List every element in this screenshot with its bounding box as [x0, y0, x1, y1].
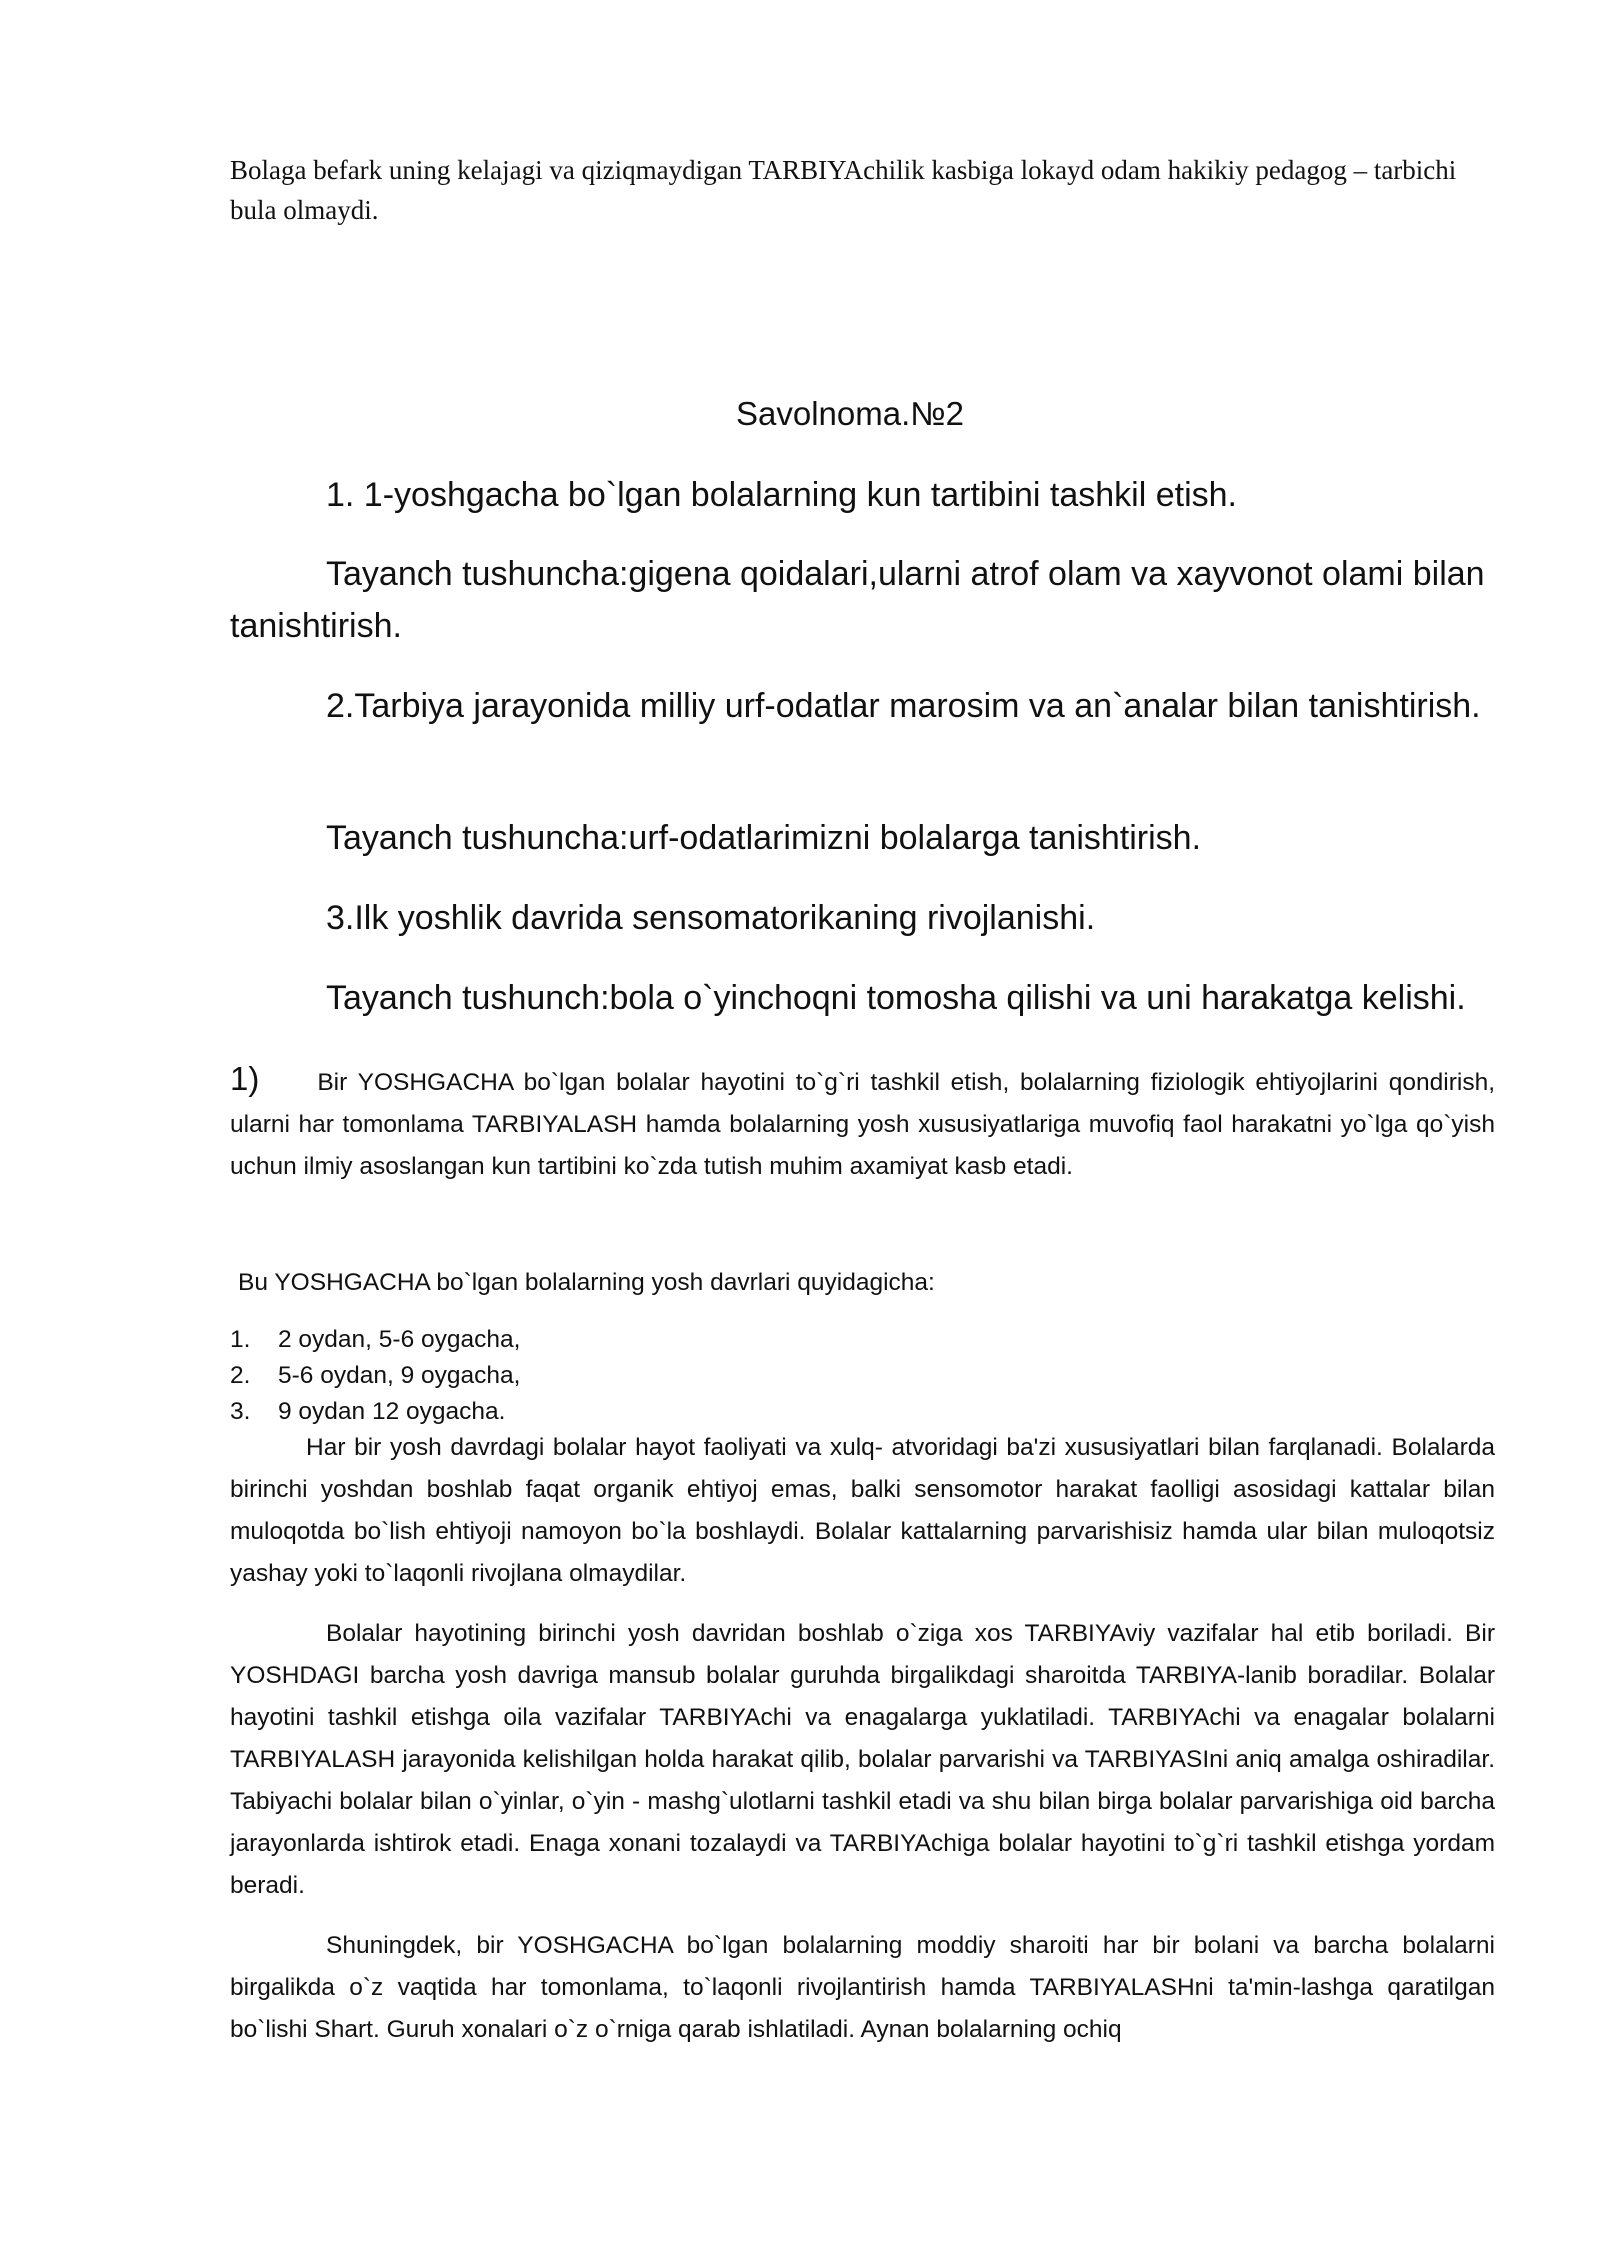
- list-item: 3. 9 oydan 12 oygacha.: [230, 1398, 506, 1425]
- question-1: 1. 1-yoshgacha bo`lgan bolalarning kun tartibini tashkil etish.: [326, 476, 1237, 514]
- answer-1-text: Bir YOSHGACHA bo`lgan bolalar hayotini to`g`ri tashkil etish, bolalarning fiziologik ehtiyojlarini qondirish, ularni har tomonlama TARBIYALASH hamda bolalarning yosh xususiyatlariga muvofiq faol harakatni yo`lga qo`yish uchun ilmiy asoslangan kun tartibini ko`zda tutish muhim axamiyat kasb etadi.: [230, 1069, 1495, 1180]
- page-title: Savolnoma.№2: [735, 395, 965, 432]
- age-periods-intro: Bu YOSHGACHA bo`lgan bolalarning yosh davrlari quyidagicha:: [238, 1269, 935, 1296]
- paragraph-3: Shuningdek, bir YOSHGACHA bo`lgan bolalarning moddiy sharoiti har bir bolani va barcha bolalarni birgalikda o`z vaqtida har tomonlama, to`laqonli rivojlantirish hamda TARBIYALASHni ta'min-lashga qaratilgan bo`lishi Shart. Guruh xonalari o`z o`rniga qarab ishlatiladi. Aynan bolalarning ochiq: [230, 1932, 1495, 2043]
- intro-paragraph: Bolaga befark uning kelajagi va qiziqmaydigan TARBIYAchilik kasbiga lokayd odam hakikiy pedagog – tarbichi bula olmaydi.: [230, 155, 1457, 225]
- list-item: 2. 5-6 oydan, 9 oygacha,: [230, 1362, 521, 1389]
- answer-1-paragraph: [230, 1058, 1495, 1188]
- paragraph-2: Bolalar hayotining birinchi yosh davridan boshlab o`ziga xos TARBIYAviy vazifalar hal etib boriladi. Bir YOSHDAGI barcha yosh davriga mansub bolalar guruhda birgalikdagi sharoitda TARBIYA-lanib boradilar. Bolalar hayotini tashkil etishga oila vazifalar TARBIYAchi va enagalarga yuklatiladi. TARBIYAchi va enagalar bolalarni TARBIYALASH jarayonida kelishilgan holda harakat qilib, bolalar parvarishi va TARBIYASIni aniq amalga oshiradilar. Tabiyachi bolalar bilan o`yinlar, o`yin - mashg`ulotlarni tashkil etadi va shu bilan birga bolalar parvarishiga oid barcha jarayonlarda ishtirok etadi. Enaga xonani tozalaydi va TARBIYAchiga bolalar hayotini to`g`ri tashkil etishga yordam beradi.: [230, 1620, 1495, 1899]
- key-concept-1: Tayanch tushuncha:gigena qoidalari,ularni atrof olam va xayvonot olami bilan tanishtirish.: [230, 555, 1485, 645]
- question-2: 2.Tarbiya jarayonida milliy urf-odatlar marosim va an`analar bilan tanishtirish.: [326, 687, 1481, 725]
- answer-1-number: 1): [230, 1060, 260, 1097]
- age-periods-list: [230, 1322, 830, 1430]
- paragraph-1: Har bir yosh davrdagi bolalar hayot faoliyati va xulq- atvoridagi ba'zi xususiyatlari bilan farqlanadi. Bolalarda birinchi yoshdan boshlab faqat organik ehtiyoj emas, balki sensomotor harakat faolligi asosidagi kattalar bilan muloqotda bo`lish ehtiyoji namoyon bo`la boshlaydi. Bolalar kattalarning parvarishisiz hamda ular bilan muloqotsiz yashay yoki to`laqonli rivojlana olmaydilar.: [230, 1434, 1495, 1587]
- key-concept-3: Tayanch tushunch:bola o`yinchoqni tomosha qilishi va uni harakatga kelishi.: [326, 979, 1466, 1017]
- list-item: 1. 2 oydan, 5-6 oygacha,: [230, 1326, 521, 1353]
- key-concept-2: Tayanch tushuncha:urf-odatlarimizni bolalarga tanishtirish.: [326, 819, 1202, 857]
- question-3: 3.Ilk yoshlik davrida sensomatorikaning rivojlanishi.: [326, 899, 1096, 937]
